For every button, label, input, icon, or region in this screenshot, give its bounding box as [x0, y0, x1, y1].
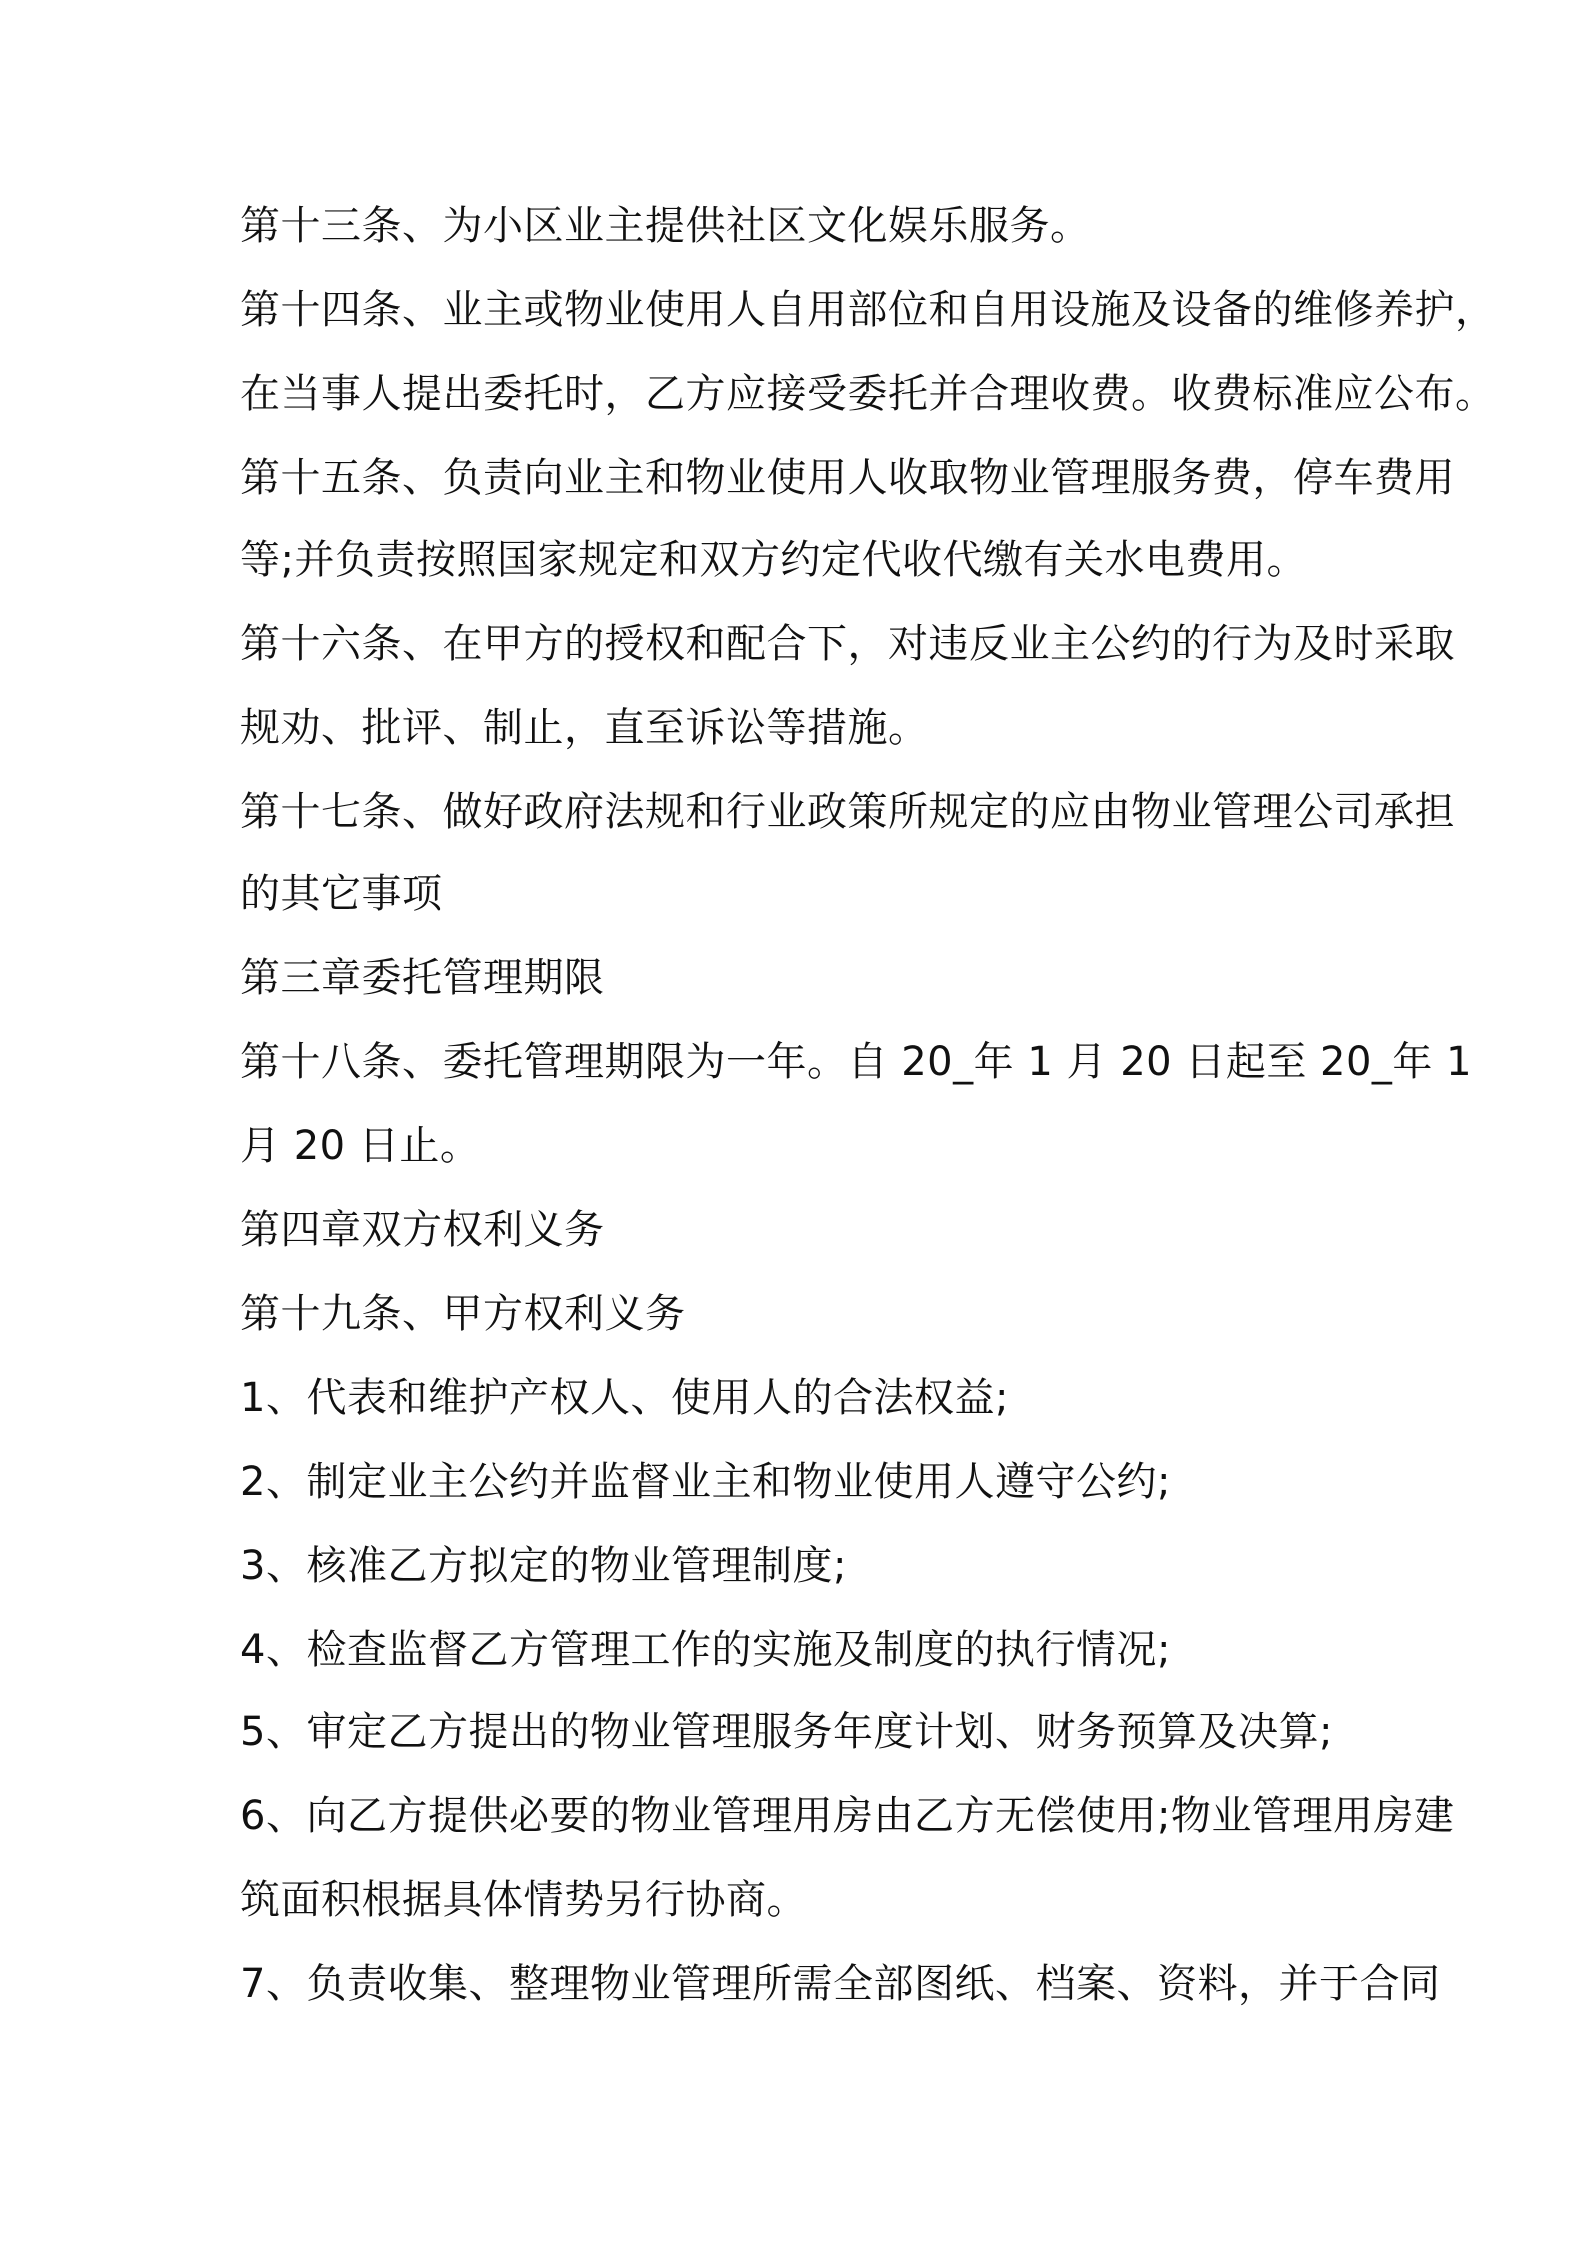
chapter-heading: 第四章双方权利义务: [240, 1207, 605, 1253]
text-line: 规劝、批评、制止，直至诉讼等措施。: [240, 705, 929, 751]
list-item: 6、向乙方提供必要的物业管理用房由乙方无偿使用;物业管理用房建: [240, 1793, 1455, 1839]
text-line: 的其它事项: [240, 871, 443, 917]
list-item: 7、负责收集、整理物业管理所需全部图纸、档案、资料，并于合同: [240, 1961, 1441, 2007]
text-line: 第十四条、业主或物业使用人自用部位和自用设施及设备的维修养护，: [240, 287, 1496, 333]
text-line: 第十五条、负责向业主和物业使用人收取物业管理服务费，停车费用: [240, 455, 1455, 501]
list-item: 5、审定乙方提出的物业管理服务年度计划、财务预算及决算;: [240, 1709, 1333, 1755]
list-item: 2、制定业主公约并监督业主和物业使用人遵守公约;: [240, 1459, 1171, 1505]
list-item: 4、检查监督乙方管理工作的实施及制度的执行情况;: [240, 1627, 1171, 1673]
chapter-heading: 第三章委托管理期限: [240, 955, 605, 1001]
text-line: 等;并负责按照国家规定和双方约定代收代缴有关水电费用。: [240, 537, 1307, 583]
text-line: 第十六条、在甲方的授权和配合下，对违反业主公约的行为及时采取: [240, 621, 1455, 667]
text-line: 月 20 日止。: [240, 1123, 481, 1169]
list-item: 3、核准乙方拟定的物业管理制度;: [240, 1543, 847, 1589]
list-item: 1、代表和维护产权人、使用人的合法权益;: [240, 1375, 1009, 1421]
text-line: 在当事人提出委托时，乙方应接受委托并合理收费。收费标准应公布。: [240, 371, 1496, 417]
text-line: 第十三条、为小区业主提供社区文化娱乐服务。: [240, 203, 1091, 249]
text-line: 第十八条、委托管理期限为一年。自 20_年 1 月 20 日起至 20_年 1: [240, 1039, 1473, 1085]
text-line: 筑面积根据具体情势另行协商。: [240, 1877, 807, 1923]
text-line: 第十九条、甲方权利义务: [240, 1291, 686, 1337]
text-line: 第十七条、做好政府法规和行业政策所规定的应由物业管理公司承担: [240, 789, 1455, 835]
